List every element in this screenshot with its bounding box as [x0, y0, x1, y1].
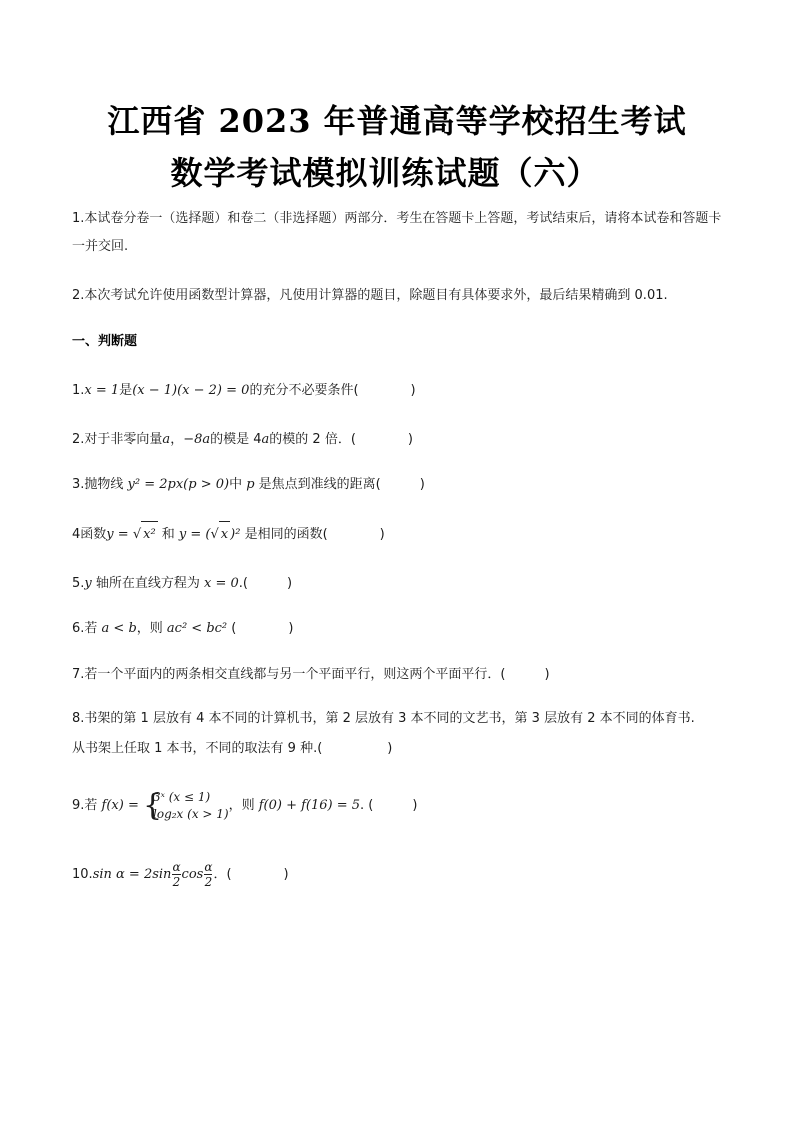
- q5-text-b: .( ): [238, 576, 293, 591]
- q10-text: ．( ): [213, 867, 289, 882]
- q10-frac2-den: 2: [204, 875, 213, 889]
- q2-text-a: 对于非零向量: [84, 432, 163, 447]
- q4-expr1: y =: [106, 527, 133, 542]
- q4-text-b: 和: [157, 527, 179, 542]
- q9-case-1: 3ˣ (x ≤ 1): [153, 789, 211, 804]
- q4-radicand-1: x²: [141, 521, 158, 548]
- q10-frac-num: α: [172, 860, 181, 874]
- q5-expr: x = 0: [204, 576, 239, 591]
- question-1: [72, 378, 732, 404]
- q7-text: 若一个平面内的两条相交直线都与另一个平面平行，则这两个平面平行．( ): [84, 667, 550, 682]
- q4-number: 4: [72, 527, 81, 542]
- piecewise-function: [143, 789, 229, 823]
- question-5: [72, 571, 732, 597]
- q10-frac-den: 2: [172, 875, 181, 889]
- q3-number: 3.: [72, 477, 85, 492]
- q10-number: 10.: [72, 867, 93, 882]
- question-9: [72, 788, 732, 824]
- q6-expr1: a < b: [101, 621, 137, 636]
- question-10: [72, 858, 732, 892]
- q9-text-b: ，则: [228, 798, 259, 813]
- instruction-1: 1.本试卷分卷一（选择题）和卷二（非选择题）两部分．考生在答题卡上答题，考试结束后，请将本试卷和答题卡一并交回.: [72, 211, 722, 254]
- sqrt-sign-icon: √: [132, 527, 142, 542]
- q10-expr-b: cos: [181, 867, 204, 882]
- title-line-2: 数学考试模拟训练试题（六）: [170, 154, 600, 192]
- left-brace-icon: {: [143, 787, 163, 823]
- section-heading: 一、判断题: [72, 334, 138, 349]
- fraction-alpha-over-2: [172, 860, 180, 889]
- q9-number: 9.: [72, 798, 85, 813]
- q9-text-c: . ( ): [360, 798, 418, 813]
- q2-expr: −8a: [183, 432, 211, 447]
- q1-number: 1.: [72, 383, 85, 398]
- q2-text-c: 的模是 4: [210, 432, 262, 447]
- q2-text-b: ，: [170, 432, 184, 447]
- q3-text-a: 抛物线: [84, 477, 128, 492]
- q5-number: 5.: [72, 576, 85, 591]
- q1-mid: 是: [119, 383, 133, 398]
- q9-case-2: log₂x (x > 1): [153, 806, 229, 821]
- q9-expr: f(0) + f(16) = 5: [258, 798, 361, 813]
- q4-expr2: y = (: [178, 527, 211, 542]
- q6-text-a: 若: [84, 621, 102, 636]
- question-8-line-1: 8.书架的第 1 层放有 4 本不同的计算机书，第 2 层放有 3 本不同的文艺书，第 3 层放有 2 本不同的体育书.: [72, 711, 695, 726]
- q6-expr2: ac² < bc²: [166, 621, 228, 636]
- question-8-line-2: 从书架上任取 1 本书，不同的取法有 9 种.( ): [72, 741, 393, 756]
- q4-radicand-2: x: [219, 521, 230, 548]
- q3-var: p: [246, 477, 255, 492]
- instruction-2: 2.本次考试允许使用函数型计算器，凡使用计算器的题目，除题目有具体要求外，最后结果精确到 0.01.: [72, 288, 668, 303]
- q9-text-a: 若: [84, 798, 102, 813]
- q10-frac2-num: α: [204, 860, 213, 874]
- q4-expr3: )²: [230, 527, 241, 542]
- q3-text-c: 是焦点到准线的距离( ): [254, 477, 425, 492]
- title-line-1: 江西省 2023 年普通高等学校招生考试: [107, 102, 687, 140]
- q5-var: y: [84, 576, 92, 591]
- q3-text-b: 中: [229, 477, 247, 492]
- sqrt-sign-icon: √: [210, 527, 219, 542]
- q5-text-a: 轴所在直线方程为: [91, 576, 205, 591]
- q10-expr-a: sin α = 2sin: [92, 867, 172, 882]
- q2-number: 2.: [72, 432, 85, 447]
- question-6: [72, 616, 732, 642]
- q6-number: 6.: [72, 621, 85, 636]
- q1-expr: x = 1: [84, 383, 120, 398]
- q6-text-b: ，则: [136, 621, 167, 636]
- q4-text-c: 是相同的函数( ): [240, 527, 385, 542]
- question-7: [72, 662, 732, 688]
- q4-text-a: 函数: [80, 527, 107, 542]
- fraction-alpha-over-2-b: [204, 860, 212, 889]
- q2-text-d: 的模的 2 倍．( ): [269, 432, 413, 447]
- q9-fx: f(x) =: [101, 798, 143, 813]
- q3-expr: y² = 2px(p > 0): [127, 477, 230, 492]
- q2-vector-a: a: [162, 432, 171, 447]
- question-2: [72, 427, 732, 453]
- q6-text-c: ( ): [227, 621, 294, 636]
- q1-expr2: (x − 1)(x − 2) = 0: [132, 383, 250, 398]
- q2-vector-a-2: a: [261, 432, 270, 447]
- question-3: [72, 472, 732, 498]
- q1-tail: 的充分不必要条件( ): [249, 383, 416, 398]
- question-4: [72, 521, 732, 548]
- q7-number: 7.: [72, 667, 85, 682]
